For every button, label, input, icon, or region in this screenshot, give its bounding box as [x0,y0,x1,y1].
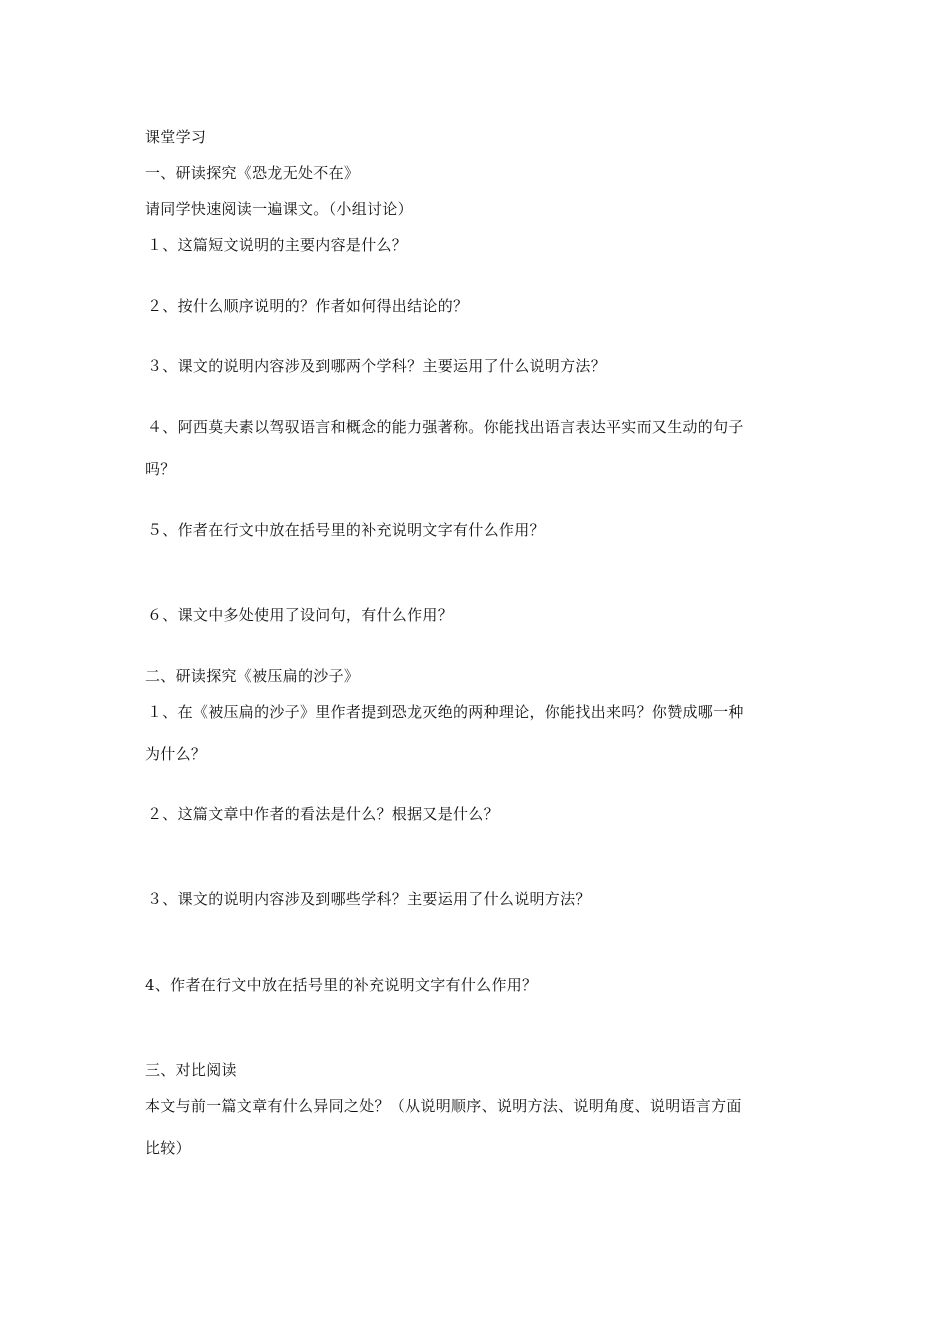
section-1-title: 一、研读探究《恐龙无处不在》 [145,164,360,182]
section-2-question-4: 4、作者在行文中放在括号里的补充说明文字有什么作用？ [145,976,538,994]
section-3-title: 三、对比阅读 [145,1061,237,1079]
page-heading: 课堂学习 [145,128,207,146]
section-1-question-3: ３、课文的说明内容涉及到哪两个学科？主要运用了什么说明方法？ [147,357,607,375]
section-3-line-2: 比较） [145,1139,191,1157]
section-2-question-1-line-2: 为什么？ [145,745,207,763]
section-2-title: 二、研读探究《被压扁的沙子》 [145,667,360,685]
section-1-question-5: ５、作者在行文中放在括号里的补充说明文字有什么作用？ [147,521,545,539]
section-1-question-4-line-2: 吗？ [145,460,176,478]
section-2-question-3: ３、课文的说明内容涉及到哪些学科？主要运用了什么说明方法？ [147,890,591,908]
section-1-question-6: ６、课文中多处使用了设问句，有什么作用？ [147,606,454,624]
section-1-intro: 请同学快速阅读一遍课文。（小组讨论） [145,200,413,218]
section-1-question-4-line-1: ４、阿西莫夫素以驾驭语言和概念的能力强著称。你能找出语言表达平实而又生动的句子 [147,418,744,436]
section-2-question-1-line-1: １、在《被压扁的沙子》里作者提到恐龙灭绝的两种理论，你能找出来吗？你赞成哪一种 [147,703,744,721]
section-2-question-2: ２、这篇文章中作者的看法是什么？根据又是什么？ [147,805,499,823]
section-3-line-1: 本文与前一篇文章有什么异同之处？（从说明顺序、说明方法、说明角度、说明语言方面 [145,1097,742,1115]
section-1-question-2: ２、按什么顺序说明的？作者如何得出结论的？ [147,297,469,315]
section-1-question-1: １、这篇短文说明的主要内容是什么？ [147,236,408,254]
